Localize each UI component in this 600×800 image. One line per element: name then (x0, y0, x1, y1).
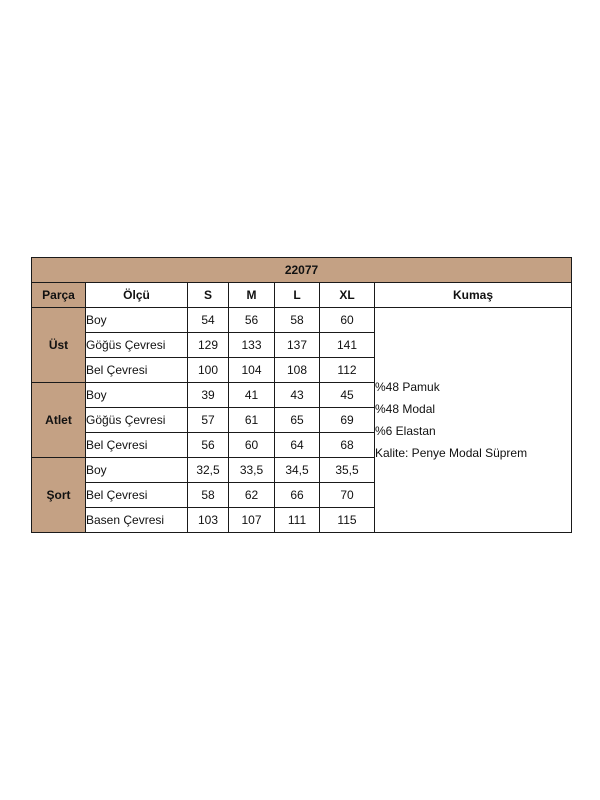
size-value: 129 (188, 333, 229, 358)
measure-label: Göğüs Çevresi (86, 333, 188, 358)
measure-label: Bel Çevresi (86, 483, 188, 508)
size-value: 66 (275, 483, 320, 508)
table-body (32, 308, 572, 533)
size-value: 65 (275, 408, 320, 433)
size-value: 70 (320, 483, 375, 508)
part-label: Şort (32, 458, 86, 533)
size-value: 107 (229, 508, 275, 533)
size-value: 104 (229, 358, 275, 383)
size-value: 41 (229, 383, 275, 408)
size-value: 64 (275, 433, 320, 458)
header-fabric: Kumaş (375, 283, 572, 308)
size-value: 108 (275, 358, 320, 383)
size-value: 54 (188, 308, 229, 333)
size-value: 60 (320, 308, 375, 333)
fabric-line: %48 Modal (375, 402, 436, 416)
size-value: 103 (188, 508, 229, 533)
fabric-line: %6 Elastan (375, 424, 436, 438)
size-value: 141 (320, 333, 375, 358)
size-value: 62 (229, 483, 275, 508)
size-value: 100 (188, 358, 229, 383)
header-size-m: M (229, 283, 275, 308)
fabric-line: Kalite: Penye Modal Süprem (375, 446, 528, 460)
size-value: 61 (229, 408, 275, 433)
measure-label: Boy (86, 383, 188, 408)
size-value: 56 (229, 308, 275, 333)
size-value: 45 (320, 383, 375, 408)
size-value: 39 (188, 383, 229, 408)
size-value: 58 (188, 483, 229, 508)
measure-label: Göğüs Çevresi (86, 408, 188, 433)
header-measure: Ölçü (86, 283, 188, 308)
header-size-s: S (188, 283, 229, 308)
size-value: 133 (229, 333, 275, 358)
size-value: 137 (275, 333, 320, 358)
size-value: 32,5 (188, 458, 229, 483)
fabric-info (375, 308, 572, 533)
size-value: 56 (188, 433, 229, 458)
fabric-line: %48 Pamuk (375, 380, 440, 394)
part-label: Atlet (32, 383, 86, 458)
measure-label: Bel Çevresi (86, 358, 188, 383)
size-value: 68 (320, 433, 375, 458)
measure-label: Boy (86, 308, 188, 333)
size-chart-table (31, 257, 572, 533)
size-value: 33,5 (229, 458, 275, 483)
size-value: 111 (275, 508, 320, 533)
size-value: 57 (188, 408, 229, 433)
measure-label: Bel Çevresi (86, 433, 188, 458)
size-value: 60 (229, 433, 275, 458)
part-label: Üst (32, 308, 86, 383)
measure-label: Boy (86, 458, 188, 483)
header-part: Parça (32, 283, 86, 308)
size-value: 69 (320, 408, 375, 433)
table-row (32, 308, 572, 333)
header-size-l: L (275, 283, 320, 308)
header-size-xl: XL (320, 283, 375, 308)
size-value: 34,5 (275, 458, 320, 483)
size-value: 35,5 (320, 458, 375, 483)
measure-label: Basen Çevresi (86, 508, 188, 533)
size-value: 112 (320, 358, 375, 383)
size-value: 115 (320, 508, 375, 533)
size-value: 43 (275, 383, 320, 408)
product-code: 22077 (32, 258, 572, 283)
size-value: 58 (275, 308, 320, 333)
